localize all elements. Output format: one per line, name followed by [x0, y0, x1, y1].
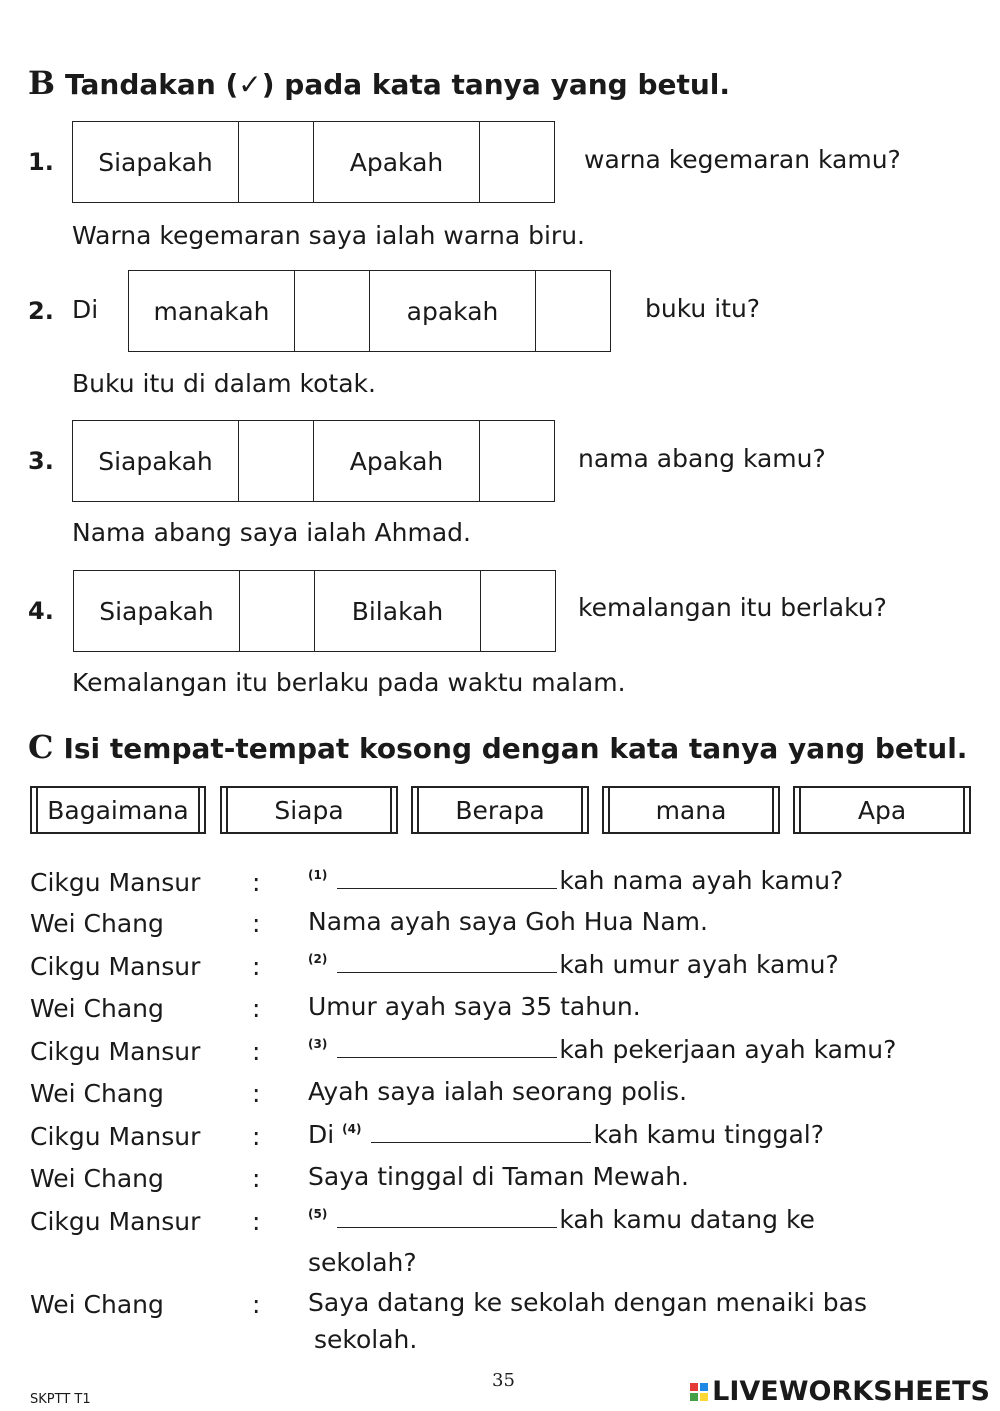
word-bank-berapa[interactable]: Berapa: [411, 786, 589, 834]
dialogue-line-9: [308, 1205, 815, 1234]
dialogue-line-8-text: Saya tinggal di Taman Mewah.: [308, 1162, 689, 1191]
dialogue-speaker: Wei Chang: [30, 994, 164, 1023]
dialogue-colon: :: [252, 952, 261, 981]
dialogue-speaker: Cikgu Mansur: [30, 868, 201, 897]
question-3-tick-b[interactable]: [480, 421, 553, 501]
question-4-number: 4.: [28, 597, 54, 625]
page-number: 35: [492, 1370, 515, 1391]
question-4-option-a: Siapakah: [74, 571, 240, 651]
question-2-number: 2.: [28, 297, 54, 325]
blank-2-number: (2): [308, 952, 328, 966]
section-b-letter: B: [28, 64, 56, 102]
dialogue-colon: :: [252, 1290, 261, 1319]
question-3-option-a: Siapakah: [73, 421, 239, 501]
question-3-tick-a[interactable]: [239, 421, 314, 501]
dialogue-line-10-continuation: sekolah.: [314, 1325, 418, 1354]
dialogue-line-5: [308, 1035, 896, 1064]
question-1-option-a: Siapakah: [73, 122, 239, 202]
dialogue-speaker: Wei Chang: [30, 1164, 164, 1193]
dialogue-line-10-text: Saya datang ke sekolah dengan menaiki bas: [308, 1288, 867, 1317]
question-1-choices: [72, 121, 555, 203]
liveworksheets-logo: [690, 1376, 990, 1407]
blank-5-number: (5): [308, 1207, 328, 1221]
dialogue-colon: :: [252, 994, 261, 1023]
blank-1-input[interactable]: [337, 866, 557, 889]
liveworksheets-logo-icon: [690, 1383, 708, 1401]
question-3-option-b: Apakah: [314, 421, 480, 501]
blank-5-input[interactable]: [337, 1205, 557, 1228]
dialogue-line-5-text: kah pekerjaan ayah kamu?: [559, 1035, 897, 1064]
question-2-tick-a[interactable]: [295, 271, 370, 351]
dialogue-line-7: [308, 1120, 824, 1149]
blank-3-input[interactable]: [337, 1035, 557, 1058]
dialogue-colon: :: [252, 1164, 261, 1193]
question-1-tick-b[interactable]: [480, 122, 553, 202]
dialogue-colon: :: [252, 909, 261, 938]
question-2-choices: [128, 270, 611, 352]
question-3-answer: Nama abang saya ialah Ahmad.: [72, 518, 471, 547]
blank-2-input[interactable]: [337, 950, 557, 973]
question-2-tick-b[interactable]: [536, 271, 609, 351]
footer-code: SKPTT T1: [30, 1392, 91, 1407]
dialogue-colon: :: [252, 868, 261, 897]
question-3-suffix: nama abang kamu?: [578, 444, 826, 473]
question-1-option-b: Apakah: [314, 122, 480, 202]
blank-4-number: (4): [342, 1122, 362, 1136]
dialogue-speaker: Cikgu Mansur: [30, 1037, 201, 1066]
dialogue-line-3-text: kah umur ayah kamu?: [559, 950, 839, 979]
dialogue-colon: :: [252, 1079, 261, 1108]
dialogue-line-4-text: Umur ayah saya 35 tahun.: [308, 992, 641, 1021]
question-2-suffix: buku itu?: [645, 294, 761, 323]
question-3-choices: [72, 420, 555, 502]
dialogue-speaker: Cikgu Mansur: [30, 1207, 201, 1236]
dialogue-speaker: Wei Chang: [30, 1290, 164, 1319]
blank-3-number: (3): [308, 1037, 328, 1051]
blank-4-input[interactable]: [371, 1120, 591, 1143]
dialogue-line-9-continuation: sekolah?: [308, 1248, 417, 1277]
question-2-prefix: Di: [72, 295, 99, 324]
dialogue-speaker: Wei Chang: [30, 1079, 164, 1108]
question-2-answer: Buku itu di dalam kotak.: [72, 369, 376, 398]
dialogue-speaker: Cikgu Mansur: [30, 1122, 201, 1151]
question-4-choices: [73, 570, 556, 652]
dialogue-line-1-text: kah nama ayah kamu?: [559, 866, 844, 895]
section-b-heading: [28, 64, 730, 102]
section-c-heading: [28, 728, 967, 766]
question-1-suffix: warna kegemaran kamu?: [584, 145, 901, 174]
section-c-instruction: Isi tempat-tempat kosong dengan kata tanya yang betul.: [63, 732, 968, 765]
dialogue-colon: :: [252, 1207, 261, 1236]
section-b-instruction: Tandakan (✓) pada kata tanya yang betul.: [65, 68, 731, 101]
question-2-option-b: apakah: [370, 271, 536, 351]
question-3-number: 3.: [28, 447, 54, 475]
dialogue-line-9-text: kah kamu datang ke: [559, 1205, 815, 1234]
question-4-answer: Kemalangan itu berlaku pada waktu malam.: [72, 668, 626, 697]
question-4-tick-a[interactable]: [240, 571, 315, 651]
dialogue-line-7-text: kah kamu tinggal?: [593, 1120, 825, 1149]
dialogue-line-1: [308, 866, 843, 895]
question-4-tick-b[interactable]: [481, 571, 554, 651]
brand-name: LIVEWORKSHEETS: [712, 1376, 990, 1407]
dialogue-speaker: Cikgu Mansur: [30, 952, 201, 981]
word-bank-siapa[interactable]: Siapa: [220, 786, 398, 834]
dialogue-speaker: Wei Chang: [30, 909, 164, 938]
word-bank-apa[interactable]: Apa: [793, 786, 971, 834]
dialogue-line-6-text: Ayah saya ialah seorang polis.: [308, 1077, 688, 1106]
question-4-suffix: kemalangan itu berlaku?: [578, 593, 887, 622]
question-1-tick-a[interactable]: [239, 122, 314, 202]
section-c-letter: C: [28, 728, 54, 766]
question-1-answer: Warna kegemaran saya ialah warna biru.: [72, 221, 586, 250]
word-bank-mana[interactable]: mana: [602, 786, 780, 834]
question-4-option-b: Bilakah: [315, 571, 481, 651]
blank-1-number: (1): [308, 868, 328, 882]
dialogue-line-7-prefix: Di: [308, 1120, 335, 1149]
dialogue-colon: :: [252, 1122, 261, 1151]
dialogue-colon: :: [252, 1037, 261, 1066]
dialogue-line-2-text: Nama ayah saya Goh Hua Nam.: [308, 907, 708, 936]
dialogue-line-3: [308, 950, 839, 979]
word-bank-bagaimana[interactable]: Bagaimana: [30, 786, 206, 834]
question-1-number: 1.: [28, 148, 54, 176]
question-2-option-a: manakah: [129, 271, 295, 351]
